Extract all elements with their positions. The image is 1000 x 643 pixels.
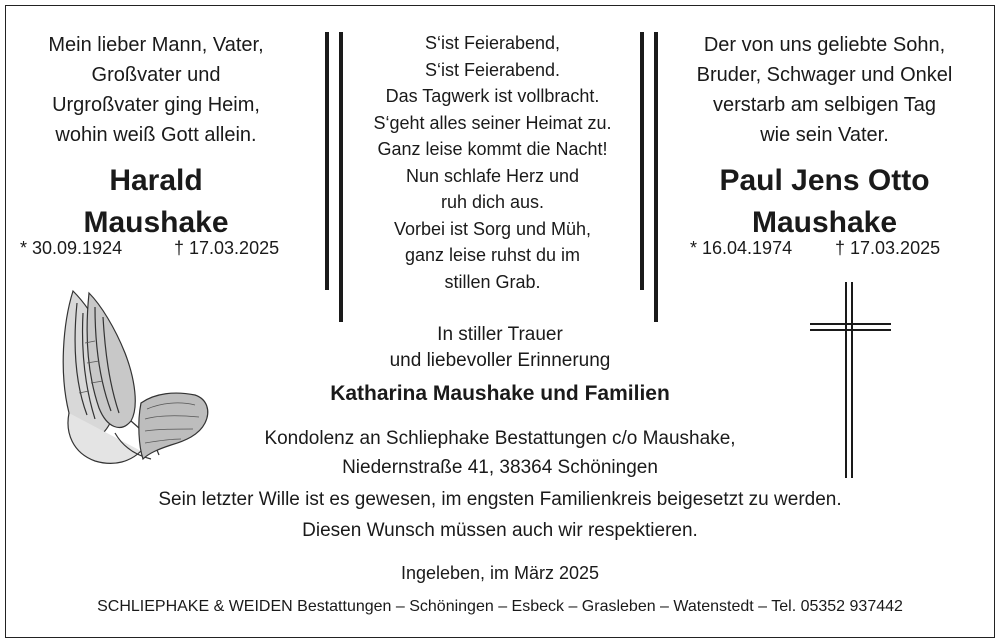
- notice-line-2: Diesen Wunsch müssen auch wir respektieren.: [302, 520, 698, 541]
- left-intro-line: Großvater und: [91, 64, 221, 86]
- left-intro-line: Urgroßvater ging Heim,: [52, 94, 260, 116]
- divider-left-2: [339, 32, 343, 322]
- funeral-home-footer: SCHLIEPHAKE & WEIDEN Bestattungen – Schöningen – Esbeck – Grasleben – Watenstedt – Tel. 05352 937442: [97, 598, 903, 615]
- right-deceased-name: [672, 160, 977, 244]
- condolence-line-1: Kondolenz an Schliephake Bestattungen c/o Maushake,: [264, 428, 736, 449]
- condolence-line-2: Niedernstraße 41, 38364 Schöningen: [342, 457, 658, 478]
- left-dates: [20, 238, 310, 262]
- verse-line: Nun schlafe Herz und: [405, 165, 580, 186]
- footer-block: [0, 598, 1000, 616]
- verse-line: S‘geht alles seiner Heimat zu.: [373, 112, 612, 133]
- mourning-line-2: und liebevoller Erinnerung: [389, 350, 611, 371]
- left-birth-date: * 30.09.1924: [20, 238, 123, 258]
- mourning-line-1: In stiller Trauer: [437, 324, 563, 345]
- verse-line: stillen Grab.: [444, 271, 541, 292]
- right-birth-date: * 16.04.1974: [690, 238, 793, 258]
- verse-line: Ganz leise kommt die Nacht!: [377, 139, 608, 159]
- verse-line: ganz leise ruhst du im: [404, 245, 581, 265]
- right-intro-line: wie sein Vater.: [760, 124, 889, 146]
- place-date: Ingeleben, im März 2025: [400, 563, 600, 583]
- left-first-name: Harald: [109, 164, 203, 197]
- verse-line: S‘ist Feierabend.: [424, 59, 561, 80]
- condolence-block: [0, 424, 1000, 482]
- left-deceased-name: [16, 160, 296, 244]
- divider-right-1: [640, 32, 644, 290]
- right-death-date: † 17.03.2025: [835, 238, 941, 258]
- verse-line: ruh dich aus.: [440, 192, 545, 212]
- verse-column: [350, 30, 635, 295]
- verse-line: Vorbei ist Sorg und Müh,: [393, 218, 592, 239]
- right-dates: [690, 238, 980, 262]
- notice-line-1: Sein letzter Wille ist es gewesen, im engsten Familienkreis beigesetzt zu werden.: [158, 489, 842, 510]
- left-death-date: † 17.03.2025: [174, 238, 280, 258]
- place-date-block: [0, 560, 1000, 586]
- left-column: [16, 30, 296, 244]
- verse-line: Das Tagwerk ist vollbracht.: [385, 86, 600, 106]
- divider-right-2: [654, 32, 658, 322]
- right-column: [672, 30, 977, 244]
- notice-block: [0, 484, 1000, 546]
- mourning-block: [0, 322, 1000, 406]
- mourners-names: Katharina Maushake und Familien: [330, 382, 670, 405]
- right-intro: [672, 30, 977, 150]
- divider-left-1: [325, 32, 329, 290]
- left-last-name: Maushake: [83, 206, 229, 239]
- right-last-name: Maushake: [751, 206, 898, 239]
- right-intro-line: Bruder, Schwager und Onkel: [696, 64, 953, 86]
- left-intro: [16, 30, 296, 150]
- left-intro-line: wohin weiß Gott allein.: [55, 124, 257, 146]
- right-intro-line: verstarb am selbigen Tag: [712, 94, 937, 116]
- right-first-names: Paul Jens Otto: [719, 164, 930, 197]
- right-intro-line: Der von uns geliebte Sohn,: [703, 34, 946, 56]
- left-intro-line: Mein lieber Mann, Vater,: [48, 34, 264, 56]
- verse-line: S‘ist Feierabend,: [424, 33, 561, 53]
